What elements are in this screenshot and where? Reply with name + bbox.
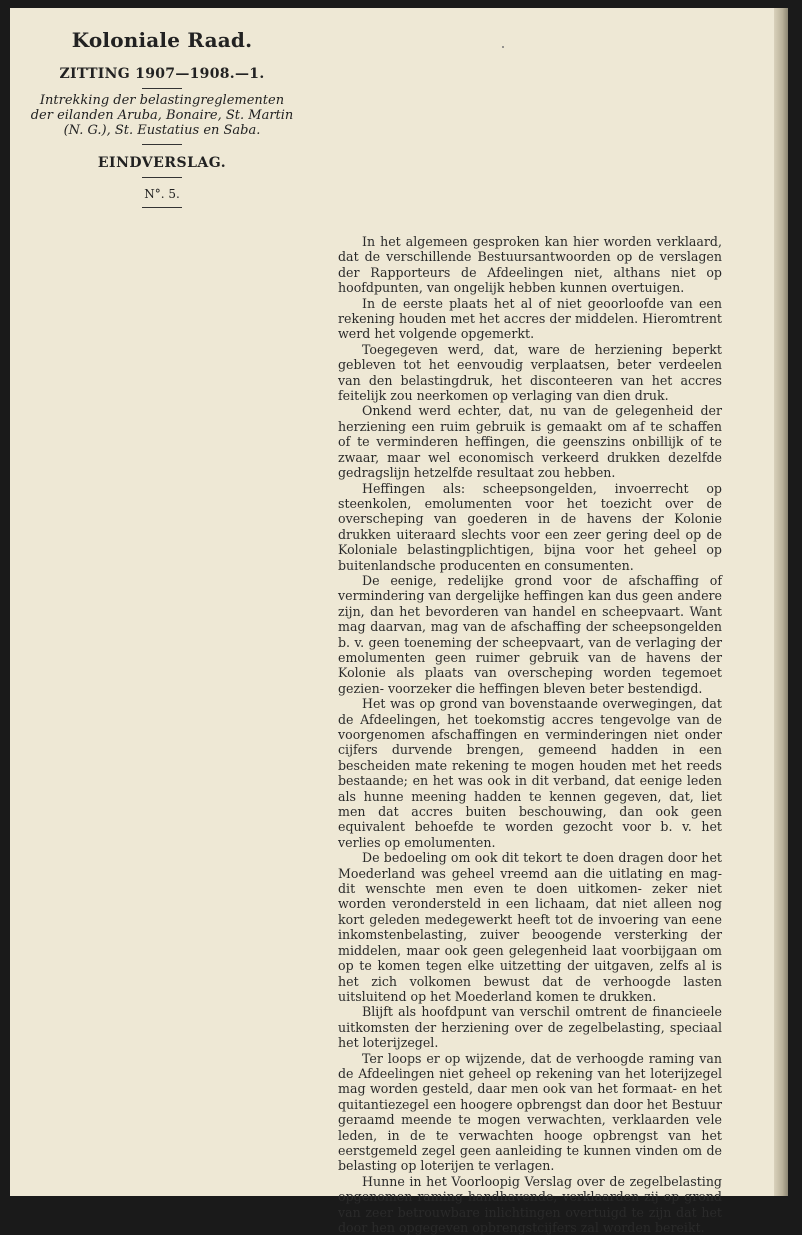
paragraph: Onkend werd echter, dat, nu van de gelegenheid der herziening een ruim gebruik is gemaakt om af te schaffen of te verminderen heffingen, die geenszins onbillijk of te zwaar, maar wel economisch verkeerd drukken dezelfde gedragslijn hetzelfde resultaat zou hebben. [338, 403, 722, 481]
header-divider [142, 144, 182, 145]
header-divider [142, 177, 182, 178]
session-line: ZITTING 1907—1908.—1. [59, 66, 265, 82]
document-number: N°. 5. [144, 187, 180, 201]
paragraph: Ter loops er op wijzende, dat de verhoogde raming van de Afdeelingen niet geheel op rekening van het loterijzegel mag worden gesteld, daar men ook van het formaat- en het quitantiezegel een hoogere opbrengst dan door het Bestuur geraamd meende te mogen verwachten, verklaarden vele leden, in de te verwachten hooge opbrengst van het eerstgemeld zegel geen aanleiding te kunnen vinden om de belasting op loterijen te verlagen. [338, 1050, 722, 1174]
paragraph: Toegegeven werd, dat, ware de herziening beperkt gebleven tot het eenvoudig verplaatsen, beter verdeelen van den belastingdruk, het disconteeren van het accres feitelijk zou neerkomen op verlaging van dien druk. [338, 341, 722, 404]
paragraph: Heffingen als: scheepsongelden, invoerrecht op steenkolen, emolumenten voor het toezicht over de overscheping van goederen in de havens der Kolonie drukken uiteraard slechts voor een zeer gering deel op de Koloniale belastingplichtigen, bijna voor het geheel op buitenlandsche producenten en consumenten. [338, 480, 722, 573]
header-divider [142, 207, 182, 208]
paragraph: Hunne in het Voorloopig Verslag over de zegelbelasting opgenomen raming handhavende, verklaarden zij op grond van zeer betrouwbare inlichtingen overtuigd te zijn dat het door hen opgegeven opbrengstcijfers zal worden bereikt. [338, 1173, 722, 1235]
document-subject: Intrekking der belastingreglementen der eilanden Aruba, Bonaire, St. Martin (N. G.), St. Eustatius en Saba. [30, 93, 294, 138]
body-text [338, 234, 722, 1235]
page-binding-edge [774, 8, 788, 1196]
paragraph: De bedoeling om ook dit tekort te doen dragen door het Moederland was geheel vreemd aan die uitlating en mag- dit wenschte men even te doen uitkomen- zeker niet worden verondersteld in een lichaam, dat niet alleen nog kort geleden medegewerkt heeft tot de invoering van eene inkomstenbelasting, zuiver beoogende versterking der middelen, maar ook geen gelegenheid laat voorbijgaan om op te komen tegen elke uitzetting der uitgaven, zelfs al is het zich volkomen bewust dat de verhoogde lasten uitsluitend op het Moederland komen te drukken. [338, 850, 722, 1004]
speck [502, 46, 504, 48]
paragraph: In het algemeen gesproken kan hier worden verklaard, dat de verschillende Bestuursantwoorden op de verslagen der Rapporteurs de Afdeelingen niet, althans niet op hoofdpunten, van ongelijk hebben kunnen overtuigen. [338, 234, 722, 296]
report-type: EINDVERSLAG. [97, 155, 227, 171]
paragraph: De eenige, redelijke grond voor de afschaffing of vermindering van dergelijke heffingen kan dus geen andere zijn, dan het bevorderen van handel en scheepvaart. Want mag daarvan, mag van de afschaffing der scheepsongelden b. v. geen toeneming der scheepvaart, van de verlaging der emolumenten geen ruimer gebruik van de havens der Kolonie als plaats van overscheping worden tegemoet gezien- voorzeker die heffingen bleven beter bestendigd. [338, 572, 722, 696]
paragraph: Het was op grond van bovenstaande overwegingen, dat de Afdeelingen, het toekomstig accres tengevolge van de voorgenomen afschaffingen en verminderingen niet onder cijfers durvende brengen, gemeend hadden in een bescheiden mate rekening te mogen houden met het reeds bestaande; en het was ook in dit verband, dat eenige leden als hunne meening hadden te kennen gegeven, dat, liet men dat accres buiten beschouwing, dan ook geen equivalent behoefde te worden gezocht voor b. v. het verlies op emolumenten. [338, 696, 722, 850]
document-header [28, 20, 296, 208]
document-title: Koloniale Raad. [71, 28, 253, 52]
paragraph: Blijft als hoofdpunt van verschil omtrent de financieele uitkomsten der herziening over de zegelbelasting, speciaal het loterijzegel. [338, 1004, 722, 1051]
paragraph: In de eerste plaats het al of niet geoorloofde van een rekening houden met het accres der middelen. Hieromtrent werd het volgende opgemerkt. [338, 295, 722, 342]
document-page [10, 8, 788, 1235]
header-divider [142, 88, 182, 89]
